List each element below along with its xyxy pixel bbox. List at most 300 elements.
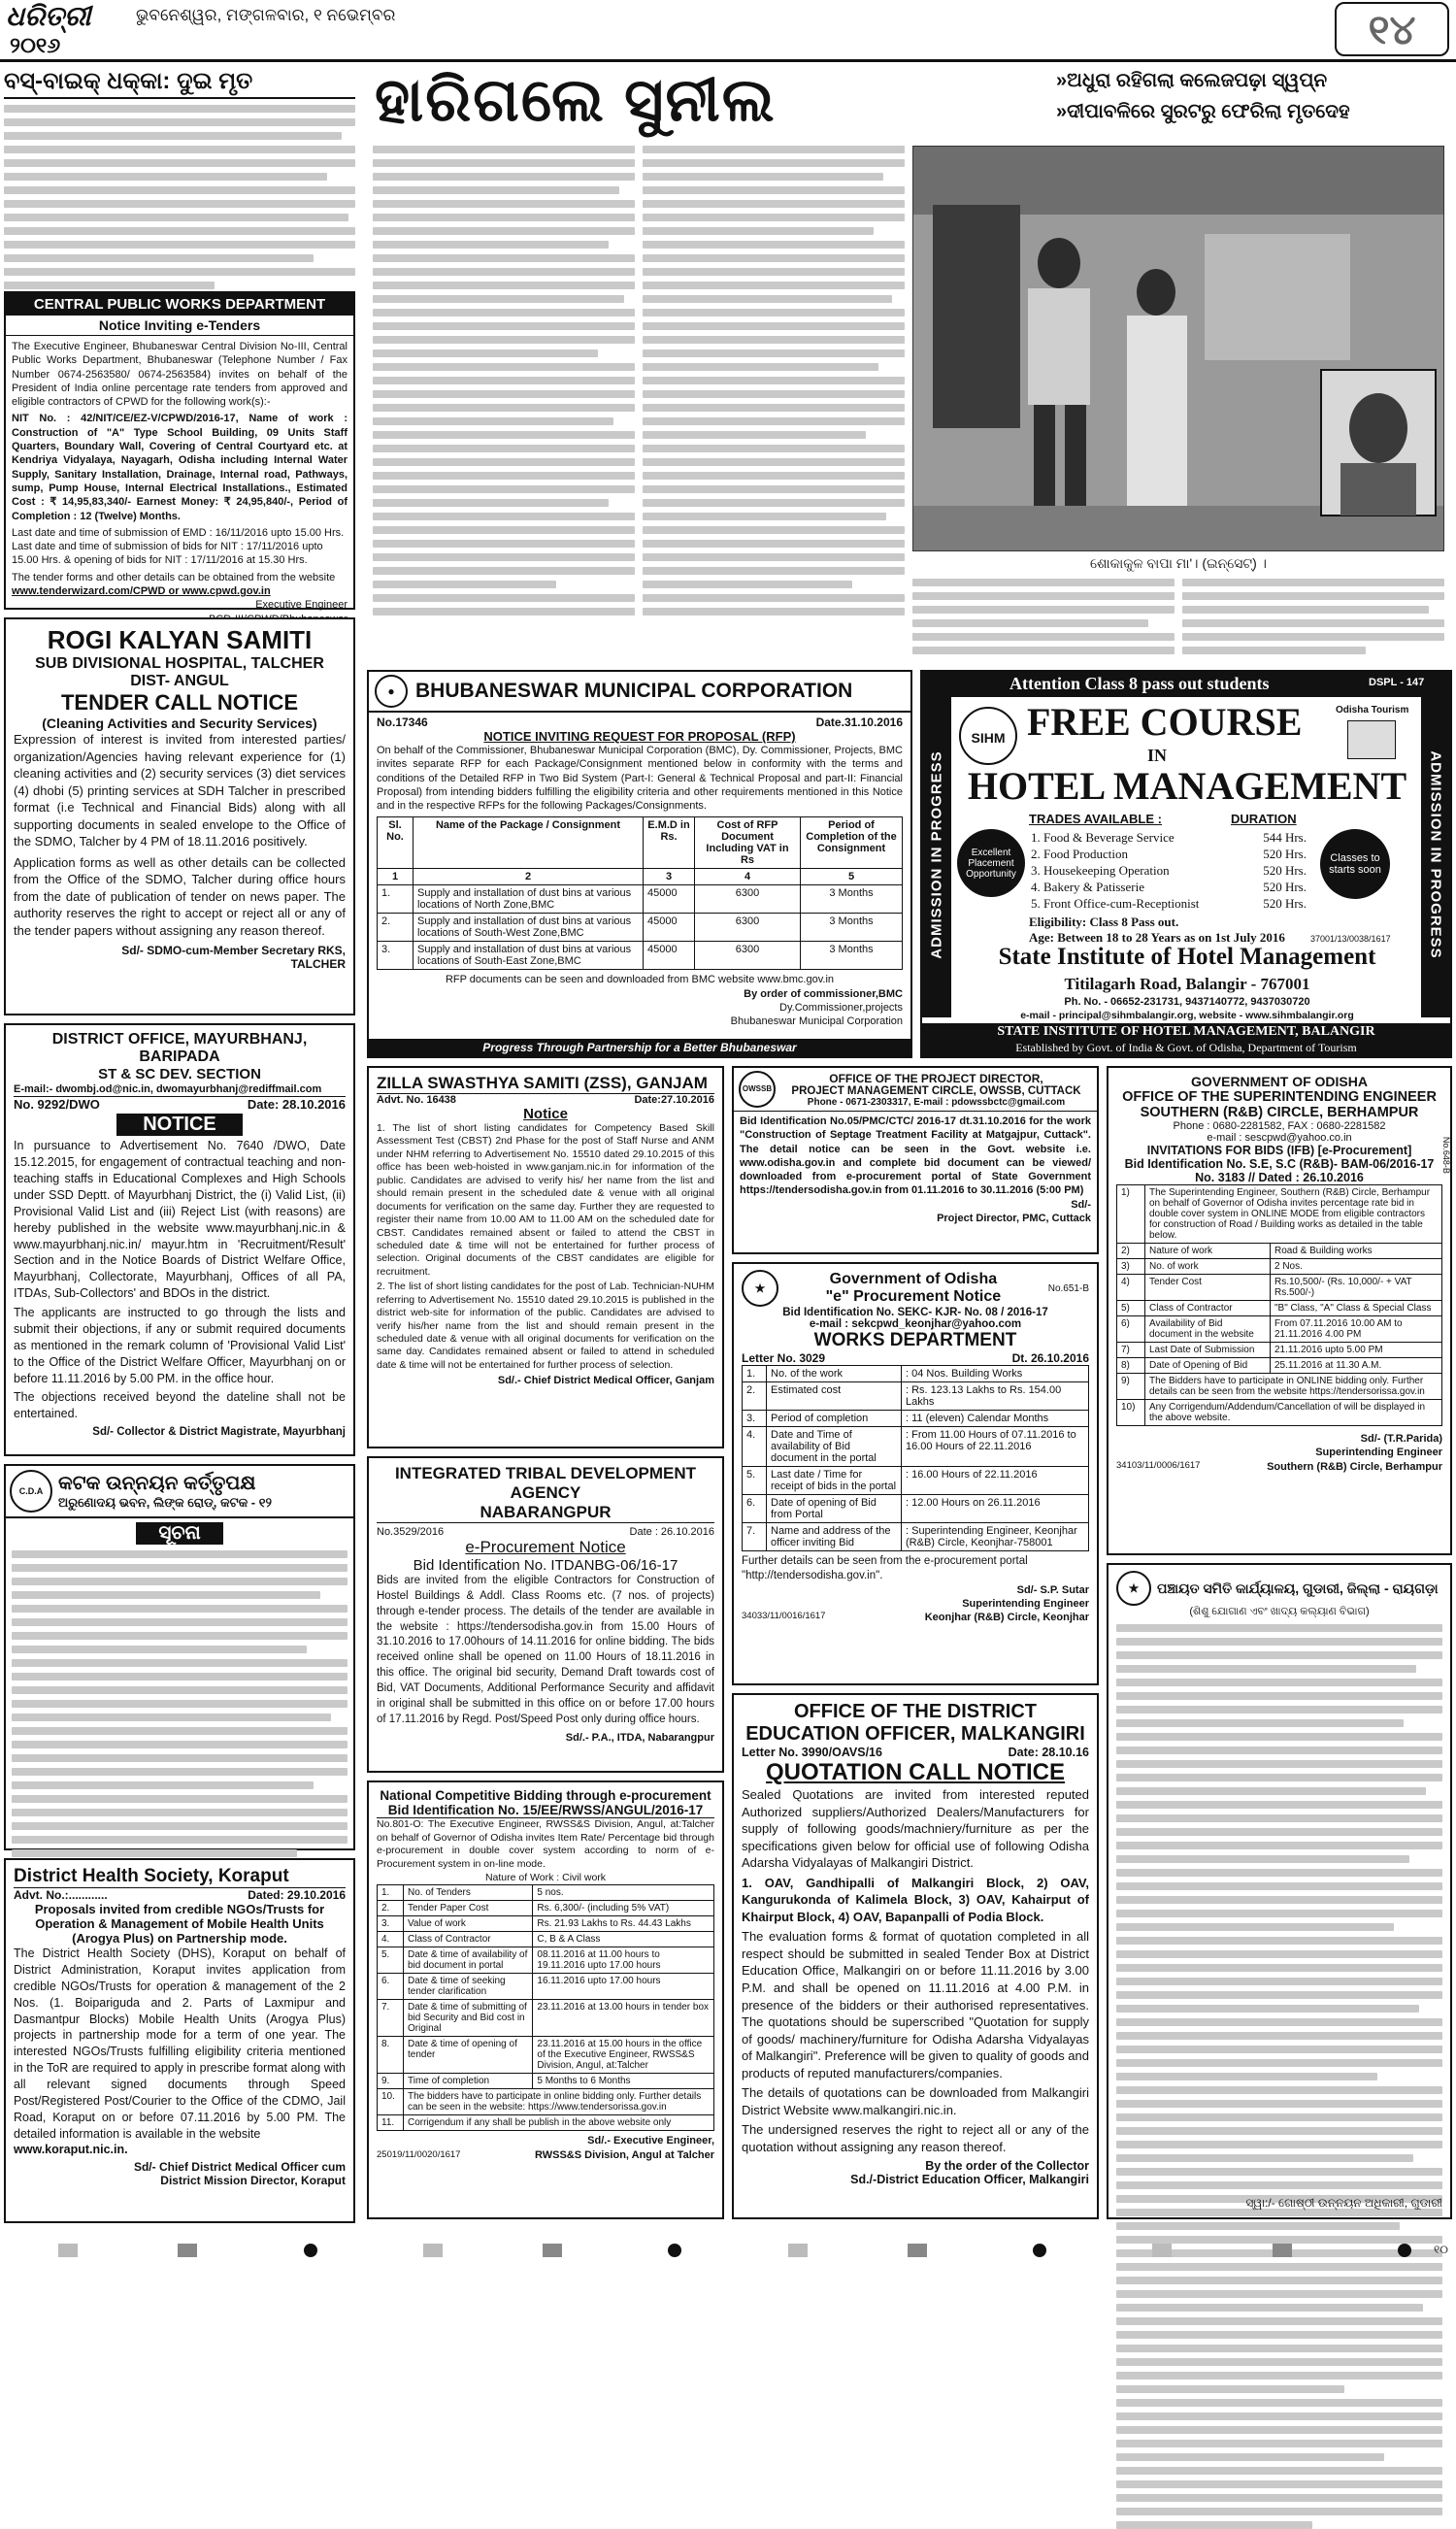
hotel-footer2: Established by Govt. of India & Govt. of Odisha, Department of Tourism — [1015, 1041, 1357, 1054]
table-row — [378, 1901, 714, 1916]
ad-mayurbhanj — [4, 1023, 355, 1456]
cda-title: କଟକ ଉନ୍ନୟନ କର୍ତ୍ତୃପକ୍ଷ — [58, 1472, 256, 1494]
table-cell: 1. — [743, 1366, 767, 1382]
bmc-tagline: Progress Through Partnership for a Better Bhubaneswar — [369, 1039, 910, 1056]
table-cell: 2. — [743, 1382, 767, 1411]
table-row — [378, 1916, 714, 1932]
mayurbhanj-heading: NOTICE — [116, 1114, 243, 1136]
ncb-bid: Bid Identification No. 15/EE/RWSS/ANGUL/2016-17 — [377, 1803, 714, 1818]
paper-year: ୨୦୧୬ — [10, 33, 61, 57]
deo-title2: EDUCATION OFFICER, MALKANGIRI — [745, 1723, 1085, 1745]
table-cell: Date of opening of Bid from Portal — [767, 1495, 902, 1523]
table-cell: Any Corrigendum/Addendum/Cancellation of will be displayed in the above website. — [1145, 1400, 1442, 1426]
hotel-code: DSPL - 147 — [1369, 677, 1425, 688]
gudari-body — [1116, 1624, 1442, 2529]
works-table — [742, 1365, 1089, 1551]
mayurbhanj-title: DISTRICT OFFICE, MAYURBHANJ, BARIPADA — [51, 1031, 308, 1065]
ad-cda — [4, 1464, 355, 1850]
table-row — [378, 2089, 714, 2115]
table-cell: 7. — [743, 1523, 767, 1551]
table-row — [378, 2000, 714, 2037]
hotel-phone: Ph. No. - 06652-231731, 9437140772, 9437030720 — [1064, 996, 1310, 1008]
table-row — [1117, 1316, 1442, 1343]
zss-advt: Advt. No. 16438 — [377, 1094, 456, 1106]
table-cell: 23.11.2016 at 15.00 hours in the office of the Executive Engineer, RWSS&S Division, Angul, at:Talcher — [533, 2037, 714, 2074]
table-cell: 2) — [1117, 1244, 1145, 1259]
family-photo-image — [913, 147, 1443, 550]
table-cell: 45000 — [644, 914, 695, 942]
ad-ncb — [367, 1780, 724, 2219]
table-cell: 3 Months — [801, 914, 903, 942]
table-cell: Nature of work — [1145, 1244, 1271, 1259]
itda-sign: Sd/.- P.A., ITDA, Nabarangpur — [565, 1731, 714, 1744]
hotel-headline1: FREE COURSE — [1027, 700, 1303, 744]
dhs-date: Dated: 29.10.2016 — [248, 1888, 346, 1902]
table-row — [378, 1974, 714, 2000]
hotel-institute: State Institute of Hotel Management — [998, 944, 1376, 970]
hotel-odisha-tourism: Odisha Tourism — [1336, 705, 1409, 715]
gudari-title: ପଞ୍ଚାୟତ ସମିତି କାର୍ଯ୍ୟାଳୟ, ଗୁଡାରୀ, ଜିଲ୍ଲା - ରାୟଗଡ଼ା — [1157, 1580, 1439, 1596]
hotel-tourism-icon — [1347, 720, 1396, 759]
hotel-side-right: ADMISSION IN PROGRESS — [1427, 750, 1444, 959]
works-no-label: No.651-B — [1047, 1282, 1089, 1294]
ncb-title: National Competitive Bidding through e-procurement — [380, 1788, 711, 1803]
table-cell: Class of Contractor — [1145, 1301, 1271, 1316]
bmc-sign2: Bhubaneswar Municipal Corporation — [730, 1015, 903, 1028]
hotel-age: Age: Between 18 to 28 Years as on 1st July 2016 — [1029, 930, 1285, 945]
table-row — [743, 1382, 1089, 1411]
table-cell: 6300 — [695, 914, 801, 942]
table-cell: Date & time of submitting of bid Security and Bid cost in Original — [404, 2000, 533, 2037]
table-cell: 5 nos. — [533, 1885, 714, 1901]
cda-body — [6, 1548, 353, 1906]
table-row — [743, 1495, 1089, 1523]
hotel-logo: SIHM — [959, 707, 1017, 765]
se-bid: Bid Identification No. S.E, S.C (R&B)- BAM-06/2016-17 No. 3183 // Dated : 26.10.2016 — [1124, 1157, 1435, 1184]
cpwd-title: CENTRAL PUBLIC WORKS DEPARTMENT — [6, 293, 353, 316]
table-cell: 1. — [378, 885, 414, 914]
table-cell: : Rs. 123.13 Lakhs to Rs. 154.00 Lakhs — [902, 1382, 1089, 1411]
deo-p3: The details of quotations can be downloaded from Malkangiri District Website www.malkangiri.nic.in. — [742, 2085, 1089, 2117]
table-cell: Tender Paper Cost — [404, 1901, 533, 1916]
rks-heading: TENDER CALL NOTICE — [60, 690, 299, 715]
table-cell: Name and address of the officer inviting Bid — [767, 1523, 902, 1551]
bmc-col-package: Name of the Package / Consignment — [414, 817, 644, 869]
bmc-title: BHUBANESWAR MUNICIPAL CORPORATION — [415, 680, 853, 702]
table-cell: 9. — [378, 2074, 404, 2089]
pmc-sign2: Project Director, PMC, Cuttack — [937, 1213, 1091, 1225]
table-cell: 1) — [1117, 1185, 1145, 1244]
se-table — [1116, 1184, 1442, 1426]
table-cell: Estimated cost — [767, 1382, 902, 1411]
zss-title: ZILLA SWASTHYA SAMITI (ZSS), GANJAM — [377, 1074, 714, 1094]
table-row — [378, 1885, 714, 1901]
cpwd-signatory: Executive Engineer — [255, 599, 347, 612]
table-cell: 3) — [1117, 1259, 1145, 1275]
mayurbhanj-sub: ST & SC DEV. SECTION — [98, 1066, 261, 1082]
table-cell: Last date / Time for receipt of bids in the portal — [767, 1467, 902, 1495]
table-cell: 9) — [1117, 1374, 1145, 1400]
news-left-headline: ବସ୍-ବାଇକ୍ ଧକ୍କା: ଦୁଇ ମୃତ — [4, 66, 355, 99]
table-cell: 25.11.2016 at 11.30 A.M. — [1271, 1358, 1442, 1374]
table-cell: 08.11.2016 at 11.00 hours to 19.11.2016 upto 17.00 hours — [533, 1947, 714, 1974]
table-cell: Time of completion — [404, 2074, 533, 2089]
itda-title: INTEGRATED TRIBAL DEVELOPMENT AGENCY — [394, 1464, 697, 1502]
table-cell: 45000 — [644, 885, 695, 914]
dhs-sign2: District Mission Director, Koraput — [160, 2173, 346, 2187]
hotel-duration-label: DURATION — [1231, 812, 1297, 826]
works-footer: Further details can be seen from the e-procurement portal "http://tendersodisha.gov.in". — [742, 1555, 1028, 1581]
dateline: ଭୁବନେଶ୍ୱର, ମଙ୍ଗଳବାର, ୧ ନଭେମ୍ବର — [136, 6, 396, 24]
table-cell: Rs. 6,300/- (including 5% VAT) — [533, 1901, 714, 1916]
works-sign2: Superintending Engineer — [962, 1598, 1089, 1611]
news-main-sub2: »ଦୀପାବଳିରେ ସୁରଟରୁ ଫେରିଲା ମୃତଦେହ — [1056, 101, 1350, 122]
table-cell: 7. — [378, 2000, 404, 2037]
table-cell: 5. — [743, 1467, 767, 1495]
table-row — [378, 1932, 714, 1947]
bmc-order: By order of commissioner,BMC — [744, 987, 903, 1000]
mayurbhanj-p2: The applicants are instructed to go through the lists and submit their objections, if any or submit required documents as mentioned in the remark column of 'Provisional Valid List' to the Office of the District Welfare Officer, Mayurbhanj on or before 11.11.2016 by 5.00 PM. in the office hour. — [14, 1306, 346, 1385]
table-cell: 3 Months — [801, 942, 903, 970]
dhs-advt: Advt. No.:............ — [14, 1888, 108, 1902]
table-cell: 6300 — [695, 885, 801, 914]
se-ref: 34103/11/0006/1617 — [1116, 1459, 1201, 1471]
table-cell: 2 Nos. — [1271, 1259, 1442, 1275]
table-cell: 10. — [378, 2089, 404, 2115]
paper-name: ଧରିତ୍ରୀ — [6, 2, 91, 32]
bmc-col-sl: Sl. No. — [378, 817, 414, 869]
works-dept: WORKS DEPARTMENT — [813, 1330, 1017, 1350]
hotel-headline2: IN — [1147, 746, 1168, 765]
ad-dhs — [4, 1858, 355, 2223]
table-row — [1117, 1185, 1442, 1244]
table-cell: 1. — [378, 1885, 404, 1901]
list-item: 4. Bakery & Patisserie 520 Hrs. — [1031, 880, 1307, 894]
ncb-body: No.801-O: The Executive Engineer, RWSS&S Division, Angul, at:Talcher on behalf of Governor of Odisha invites Item Rate/ Percentage bid through e-procurement in double cover system according to norm of e-Procurement system in on-line mode. — [377, 1818, 714, 1870]
table-row — [1117, 1343, 1442, 1358]
hotel-badge-right: Classes to starts soon — [1320, 829, 1390, 899]
works-email: e-mail : sekcpwd_keonjhar@yahoo.com — [809, 1318, 1022, 1330]
table-cell: : Superintending Engineer, Keonjhar (R&B) Circle, Keonjhar-758001 — [902, 1523, 1089, 1551]
table-cell: Date and Time of availability of Bid document in the portal — [767, 1427, 902, 1467]
news-main-body-col1 — [373, 146, 635, 650]
table-cell: 6. — [743, 1495, 767, 1523]
bmc-col-emd: E.M.D in Rs. — [644, 817, 695, 869]
table-cell: : From 11.00 Hours of 07.11.2016 to 16.00 Hours of 22.11.2016 — [902, 1427, 1089, 1467]
table-cell: The Superintending Engineer, Southern (R&B) Circle, Berhampur on behalf of Governor of Odisha invites percentage rate bid in double cover system in ONLINE MODE from eligible contractors for construction of Road / Building works as detailed in the table below. — [1145, 1185, 1442, 1244]
table-row — [1117, 1400, 1442, 1426]
table-cell: Road & Building works — [1271, 1244, 1442, 1259]
table-row — [1117, 1259, 1442, 1275]
table-row — [378, 914, 903, 942]
bmc-table-colnums — [378, 869, 903, 885]
mayurbhanj-sign: Sd/- Collector & District Magistrate, Mayurbhanj — [92, 1426, 346, 1439]
bmc-colnum: 4 — [695, 869, 801, 885]
deo-p4: The undersigned reserves the right to reject all or any of the quotation without assigning any reason thereof. — [742, 2122, 1089, 2154]
odisha-emblem-icon: ★ — [742, 1270, 778, 1307]
table-cell: 11. — [378, 2115, 404, 2131]
deo-sign2: Sd./-District Education Officer, Malkangiri — [850, 2173, 1089, 2187]
works-title: Government of Odisha — [829, 1271, 998, 1287]
table-cell: "B" Class, "A" Class & Special Class — [1271, 1301, 1442, 1316]
works-sign1: Sd/- S.P. Sutar — [1016, 1583, 1089, 1596]
pmc-title1: OFFICE OF THE PROJECT DIRECTOR, — [829, 1071, 1043, 1085]
rks-p1: Expression of interest is invited from interested parties/ organization/Agencies having relevant experience for (1) cleaning activities and (2) security services (3) diet services (4) dhobi (5) printing services at SDH Talcher in prescribed format (i.e Technical and Financial Bids) along with all supporting documents in sealed envelope to the Office of the SDMO, Talcher by 4 PM of 18.11.2016 positively. — [14, 732, 346, 849]
mayurbhanj-no: No. 9292/DWO — [14, 1097, 100, 1113]
hotel-trades-list — [1031, 829, 1307, 912]
table-row — [378, 942, 903, 970]
se-side-code: No.648-B — [1440, 1136, 1451, 1174]
deo-letter: Letter No. 3990/OAVS/16 — [742, 1746, 882, 1759]
ad-zss — [367, 1066, 724, 1448]
bmc-colnum: 3 — [644, 869, 695, 885]
bmc-logo-icon: ● — [375, 675, 408, 708]
hotel-eligibility: Eligibility: Class 8 Pass out. — [1029, 915, 1179, 929]
ad-itda — [367, 1456, 724, 1773]
cda-address: ଅରୁଣୋଦୟ ଭବନ, ଲିଙ୍କ ରୋଡ୍‌, କଟକ - ୧୨ — [58, 1494, 272, 1510]
zss-date: Date:27.10.2016 — [634, 1094, 714, 1106]
table-cell: : 16.00 Hours of 22.11.2016 — [902, 1467, 1089, 1495]
news-left-body — [4, 105, 355, 295]
ad-rks — [4, 617, 355, 1015]
table-cell: 7) — [1117, 1343, 1145, 1358]
pmc-logo: OWSSB — [739, 1071, 776, 1108]
itda-body: Bids are invited from the eligible Contractors for Construction of Hostel Buildings & Addl. Class Rooms etc. (7 nos. of projects) through e-tender process. The details of the tender are available in the website : https://tendersodisha.gov.in from 15.00 Hours of 31.10.2016 to 17.00hours of 14.11.2016 for online bidding. The bids received online shall be opened on 11.00 Hours of 18.11.2016 in this office. The original bid security, Demand Draft towards cost of Bid, VAT Documents, Additional Performance Security and affidavit in original shall be submitted in this office on or before 17.00 hours of 17.11.2016 by Regd. Post/Speed Post only during office hours. — [377, 1575, 714, 1725]
ad-se-berhampur — [1107, 1066, 1452, 1555]
deo-schools: 1. OAV, Gandhipalli of Malkangiri Block, 2) OAV, Kangurukonda of Kalimela Block, 3) OAV, Kahairput of Khairput Block, 4) OAV, Bapanpalli of Podia Block. — [742, 1875, 1089, 1924]
dhs-body: The District Health Society (DHS), Koraput on behalf of District Administration, Koraput invites application from credible NGOs/Trusts for operation & management of the 2 Nos. (1. Boipariguda and 2. Parts of Laxmipur and Dasmantpur Blocks) Mobile Health Units (Arogya Plus) projects in partnership mode for a term of one year. The interested NGOs/Trusts fulfilling eligibility criteria mentioned in the ToR are required to apply in prescribe format along with all relevant signed documents through Speed Post/Registered Post/Courier to the Office of the CDMO, Jail Road, Koraput on or before 07.11.2016 by 5.00 PM. The detailed information is available in the website — [14, 1947, 346, 2141]
table-row — [743, 1467, 1089, 1495]
itda-sub: NABARANGPUR — [377, 1503, 714, 1523]
news-main-body-col4 — [1182, 579, 1444, 656]
masthead — [0, 0, 1456, 62]
deo-p2: The evaluation forms & format of quotation completed in all respect should be submitted in sealed Tender Box at District Education Office, Malkangiri on or before 11.11.2016 by 3.00 P.M. and shall be opened on 11.11.2016 at 4.00 P.M. in presence of the bidders or their authorised representatives. The quotations should be superscribed "Quotation for supply of goods/ machinery/furniture for Odisha Adarsha Vidyalayas of Malkangiri". Preference will be given to quality of goods and products of reputed manufacturers/companies. — [742, 1929, 1089, 2080]
zss-p2: 2. The list of short listing candidates for the post of Lab. Technician-NUHM referring to Advertisement No. 15510 dated 29.10.2015 is published in the district web-site for information of the public. Candidates are advised to verify his/her name from the list and should remain present in the scheduled date & venue with all original documents for verification on the same day. Candidates remained absent or failed to attend in scheduled date & time will not be entertained for further process of selection. — [377, 1281, 714, 1371]
cpwd-subtitle: Notice Inviting e-Tenders — [6, 316, 353, 336]
ad-gudari — [1107, 1563, 1452, 2219]
mayurbhanj-date: Date: 28.10.2016 — [247, 1097, 346, 1113]
rks-title: ROGI KALYAN SAMITI — [47, 625, 313, 654]
bmc-colnum: 5 — [801, 869, 903, 885]
bmc-date: Date.31.10.2016 — [815, 715, 903, 729]
table-row — [743, 1523, 1089, 1551]
news-main-headline: ହାରିଗଲେ ସୁନୀଲ — [375, 67, 777, 134]
deo-sign1: By the order of the Collector — [925, 2159, 1089, 2174]
table-cell: Date & time of availability of bid document in portal — [404, 1947, 533, 1974]
table-cell: 4. — [743, 1427, 767, 1467]
table-cell: No. of Tenders — [404, 1885, 533, 1901]
table-cell: : 04 Nos. Building Works — [902, 1366, 1089, 1382]
itda-heading: e-Procurement Notice — [465, 1538, 626, 1556]
table-cell: C, B & A Class — [533, 1932, 714, 1947]
table-cell: 5. — [378, 1947, 404, 1974]
deo-date: Date: 28.10.16 — [1008, 1746, 1089, 1759]
works-heading: "e" Procurement Notice — [825, 1288, 1002, 1305]
ncb-sign2: RWSS&S Division, Angul at Talcher — [535, 2148, 714, 2161]
hotel-email: e-mail - principal@sihmbalangir.org, website - www.sihmbalangir.org — [1020, 1010, 1354, 1021]
footer-page-mark: ୧୦ — [1434, 2243, 1448, 2256]
table-cell: 2. — [378, 1901, 404, 1916]
hotel-ref: 37001/13/0038/1617 — [1310, 934, 1391, 944]
se-sign3: Southern (R&B) Circle, Berhampur — [1267, 1460, 1442, 1473]
hotel-badge-left: Excellent Placement Opportunity — [957, 829, 1025, 897]
rks-sub1: SUB DIVISIONAL HOSPITAL, TALCHER — [35, 655, 324, 672]
works-letter: Letter No. 3029 — [742, 1351, 826, 1365]
hotel-attention: Attention Class 8 pass out students — [1009, 674, 1270, 693]
se-email: e-mail : sescpwd@yahoo.co.in — [1207, 1132, 1352, 1144]
se-title2: OFFICE OF THE SUPERINTENDING ENGINEER — [1122, 1089, 1437, 1105]
hotel-headline3: HOTEL MANAGEMENT — [967, 764, 1407, 808]
table-cell: Supply and installation of dust bins at various locations of North Zone,BMC — [414, 885, 644, 914]
pmc-title2: PROJECT MANAGEMENT CIRCLE, OWSSB, CUTTACK — [791, 1084, 1081, 1097]
works-ref: 34033/11/0016/1617 — [742, 1611, 826, 1622]
bmc-col-period: Period of Completion of the Consignment — [801, 817, 903, 869]
table-row — [378, 2115, 714, 2131]
ad-bmc — [367, 670, 912, 1058]
table-cell: Availability of Bid document in the website — [1145, 1316, 1271, 1343]
table-cell: 21.11.2016 upto 5.00 PM — [1271, 1343, 1442, 1358]
table-cell: 2. — [378, 914, 414, 942]
news-left — [4, 66, 355, 283]
zss-p1: 1. The list of short listing candidates for Competency Based Skill Assessment Test (CBST) 2nd Phase for the post of Staff Nurse and ANM under NHM referring to Advertisement No. 15510 dated 29.10.2015 of this office has been web-hoisted in www.ganjam.nic.in for information of the public. Candidates are advised to verify his/ her name from the list and should remain present in the scheduled date & venue with all original documents for verification on the same day. Further they are requested to register their name from 10.00 AM to 11.00 AM on the scheduled date for CBST. Candidates remained absent or failed to attend the CBST in scheduled date & time will not be entertained for further process of selection. Original documents of the CBST candidates are eligible for recruitment. — [377, 1122, 714, 1278]
itda-bid: Bid Identification No. ITDANBG-06/16-17 — [413, 1557, 678, 1574]
ncb-nature: Nature of Work : Civil work — [484, 1871, 607, 1883]
se-heading: INVITATIONS FOR BIDS (IFB) [e-Procurement] — [1146, 1144, 1412, 1157]
table-cell: 3. — [743, 1411, 767, 1427]
ncb-ref: 25019/11/0020/1617 — [377, 2149, 461, 2161]
gudari-sub: (ଶିଶୁ ଯୋଗାଣ ଏବଂ ଖାଦ୍ୟ କଲ୍ୟାଣ ବିଭାଗ) — [1189, 1606, 1370, 1617]
table-cell: Class of Contractor — [404, 1932, 533, 1947]
bmc-table-header — [378, 817, 903, 869]
zss-sign: Sd/.- Chief District Medical Officer, Ganjam — [497, 1375, 714, 1387]
table-row — [378, 2074, 714, 2089]
mayurbhanj-p3: The objections received beyond the dateline shall not be entertained. — [14, 1390, 346, 1421]
table-cell: From 07.11.2016 10.00 AM to 21.11.2016 4.00 PM — [1271, 1316, 1442, 1343]
bmc-table — [377, 816, 903, 970]
news-main — [367, 64, 1452, 662]
table-cell: : 12.00 Hours on 26.11.2016 — [902, 1495, 1089, 1523]
news-main-photo — [912, 146, 1444, 551]
deo-p1: Sealed Quotations are invited from interested reputed Authorized suppliers/Authorized Dealers/Manufacturers for supply of following goods/machniery/furniture as per the specifications given below for official use of following Odisha Adarsha Vidyalayas of Malkangiri District. — [742, 1787, 1089, 1871]
se-title3: SOUTHERN (R&B) CIRCLE, BERHAMPUR — [1140, 1105, 1419, 1120]
news-main-body-col2 — [643, 146, 905, 650]
ncb-table — [377, 1884, 714, 2131]
table-cell: 6. — [378, 1974, 404, 2000]
table-cell: Supply and installation of dust bins at various locations of South-East Zone,BMC — [414, 942, 644, 970]
bmc-no: No.17346 — [377, 715, 428, 729]
table-cell: 8) — [1117, 1358, 1145, 1374]
list-item: 2. Food Production 520 Hrs. — [1031, 847, 1307, 861]
bmc-heading: NOTICE INVITING REQUEST FOR PROPOSAL (RFP) — [483, 729, 796, 744]
hotel-address: Titilagarh Road, Balangir - 767001 — [1064, 975, 1310, 993]
deo-title1: OFFICE OF THE DISTRICT — [794, 1701, 1037, 1722]
page-number: ୧୪ — [1335, 2, 1449, 56]
table-cell: No. of the work — [767, 1366, 902, 1382]
table-cell: Rs. 21.93 Lakhs to Rs. 44.43 Lakhs — [533, 1916, 714, 1932]
table-cell: 3. — [378, 1916, 404, 1932]
hotel-side-left: ADMISSION IN PROGRESS — [928, 750, 945, 959]
table-row — [378, 885, 903, 914]
table-row — [743, 1411, 1089, 1427]
table-row — [743, 1366, 1089, 1382]
pmc-body: Bid Identification No.05/PMC/CTC/ 2016-17 dt.31.10.2016 for the work "Construction of Septage Treatment Facility at Matgajpur, Cuttack". The detail notice can be seen in the Govt. website i.e. www.odisha.gov.in and complete bid document can be viewed/ downloaded from e-procurement portal of State Government https://tendersodisha.gov.in from 01.11.2016 to 30.11.2016 (5:00 PM) — [740, 1115, 1091, 1197]
table-row — [743, 1427, 1089, 1467]
ncb-sign1: Sd/.- Executive Engineer, — [587, 2135, 714, 2147]
table-row — [378, 2037, 714, 2074]
table-cell: Rs.10,500/- (Rs. 10,000/- + VAT Rs.500/-) — [1271, 1275, 1442, 1301]
bmc-colnum: 1 — [378, 869, 414, 885]
table-cell: Value of work — [404, 1916, 533, 1932]
table-cell: 16.11.2016 upto 17.00 hours — [533, 1974, 714, 2000]
odisha-emblem-icon: ★ — [1116, 1571, 1151, 1606]
table-cell: 5 Months to 6 Months — [533, 2074, 714, 2089]
cpwd-body: The Executive Engineer, Bhubaneswar Central Division No-III, Central Public Works Department, Bhubaneswar (Telephone Number / Fax Number 0674-2563580/ 0674-2563584) invites on behalf of the President of India online percentage rate tenders from approved and eligible contractors of CPWD for the following work(s):- — [12, 341, 347, 409]
table-cell: 45000 — [644, 942, 695, 970]
ad-works — [732, 1262, 1099, 1685]
table-cell: Last Date of Submission — [1145, 1343, 1271, 1358]
rks-p2: Application forms as well as other details can be collected from the Office of the SDMO, Talcher during office hours from the date of publication of tender on news paper. The authority reserves the right to accept or reject all or any of the tender papers without assigning any reason thereof. — [14, 854, 346, 939]
table-row — [1117, 1374, 1442, 1400]
itda-no: No.3529/2016 — [377, 1526, 445, 1538]
ad-cpwd — [4, 291, 355, 610]
page-footer — [0, 2231, 1456, 2267]
table-cell: Date of Opening of Bid — [1145, 1358, 1271, 1374]
table-cell: Date & time of opening of tender — [404, 2037, 533, 2074]
table-cell: 3 Months — [801, 885, 903, 914]
se-phone: Phone : 0680-2281582, FAX : 0680-2281582 — [1173, 1120, 1386, 1132]
dhs-heading: Proposals invited from credible NGOs/Trusts for Operation & Management of Mobile Health Units (Arogya Plus) on Partnership mode. — [34, 1902, 325, 1946]
mayurbhanj-email: E-mail:- dwombj.od@nic.in, dwomayurbhanj@rediffmail.com — [14, 1082, 346, 1097]
rks-subheading: (Cleaning Activities and Security Services) — [42, 715, 317, 731]
cpwd-website[interactable]: www.tenderwizard.com/CPWD or www.cpwd.gov.in — [12, 585, 271, 598]
bmc-col-cost: Cost of RFP Document Including VAT in Rs — [695, 817, 801, 869]
table-cell: 10) — [1117, 1400, 1145, 1426]
pmc-sign1: Sd/- — [1071, 1198, 1091, 1211]
table-cell: 4. — [378, 1932, 404, 1947]
rks-sign1: Sd/- SDMO-cum-Member Secretary RKS, — [121, 943, 346, 957]
table-cell: The Bidders have to participate in ONLINE bidding only. Further details can be seen from the website https://tendersorissa.gov.in — [1145, 1374, 1442, 1400]
se-sign2: Superintending Engineer — [1315, 1447, 1442, 1459]
cpwd-dates: Last date and time of submission of EMD : 16/11/2016 upto 15.00 Hrs. Last date and time of submission of bids for NIT : 17/11/2016 upto 15.00 Hrs. & opening of bids for NIT : 17/11/2016 at 15.30 Hrs. — [12, 526, 345, 567]
list-item: 3. Housekeeping Operation 520 Hrs. — [1031, 863, 1307, 878]
table-cell: Corrigendum if any shall be publish in the above website only — [404, 2115, 714, 2131]
table-row — [1117, 1244, 1442, 1259]
gudari-sign: ସ୍ୱା:/- ଗୋଷ୍ଠୀ ଉନ୍ନୟନ ଅଧିକାରୀ, ଗୁଡାରୀ — [1245, 2196, 1442, 2211]
table-row — [1117, 1301, 1442, 1316]
bmc-colnum: 2 — [414, 869, 644, 885]
table-cell: The bidders have to participate in online bidding only. Further details can be seen in the website: https://www.tendersorissa.gov.in — [404, 2089, 714, 2115]
table-cell: Date & time of seeking tender clarification — [404, 1974, 533, 2000]
table-cell: 6300 — [695, 942, 801, 970]
dhs-title: District Health Society, Koraput — [14, 1866, 346, 1888]
dhs-website[interactable]: www.koraput.nic.in. — [14, 2142, 128, 2156]
news-main-sub1: »ଅଧୁରା ରହିଗଲା କଲେଜପଢ଼ା ସ୍ୱପ୍ନ — [1056, 70, 1328, 91]
zss-heading: Notice — [523, 1106, 568, 1122]
ad-hotel — [920, 670, 1452, 1058]
bmc-sign1: Dy.Commissioner,projects — [779, 1002, 903, 1015]
cda-logo: C.D.A — [10, 1470, 52, 1513]
table-cell: 23.11.2016 at 13.00 hours in tender box — [533, 2000, 714, 2037]
se-title1: GOVERNMENT OF ODISHA — [1190, 1074, 1368, 1089]
deo-heading: QUOTATION CALL NOTICE — [766, 1759, 1065, 1785]
table-row — [378, 1947, 714, 1974]
bmc-body: On behalf of the Commissioner, Bhubaneswar Municipal Corporation (BMC), Dy. Commissioner, Projects, BMC invites separate RFP for each Package/Consignment mentioned below in conformity with the terms and conditions of the Detailed RFP in Two Bid System (Part-I: General & Technical Proposal and part-II: Financial Proposal) from intending bidders fulfilling the eligibility criteria and other requirements mentioned in this Notice and in the respective RFPs for the following Packages/Consignments. — [377, 745, 903, 813]
list-item: 1. Food & Beverage Service 544 Hrs. — [1031, 830, 1307, 845]
cpwd-nit: NIT No. : 42/NIT/CE/EZ-V/CPWD/2016-17, Name of work : Construction of "A" Type School Building, 09 Units Staff Quarters, Boundary Wall, Covering of Central Courtyard etc. at Kendriya Vidyalaya, Nayagarh, Odisha including Internal Water Supply, Sanitary Installation, Drainage, Internal road, Pathways, sump, Pump House, Internal Electrical Installations., Estimated Cost : ₹ 14,95,83,340/- Earnest Money: ₹ 24,95,840/-, Period of Completion : 12 (Twelve) Months. — [12, 413, 347, 522]
table-cell: 5) — [1117, 1301, 1145, 1316]
works-bid: Bid Identification No. SEKC- KJR- No. 08 / 2016-17 — [782, 1307, 1048, 1318]
rks-sign2: TALCHER — [290, 956, 346, 971]
